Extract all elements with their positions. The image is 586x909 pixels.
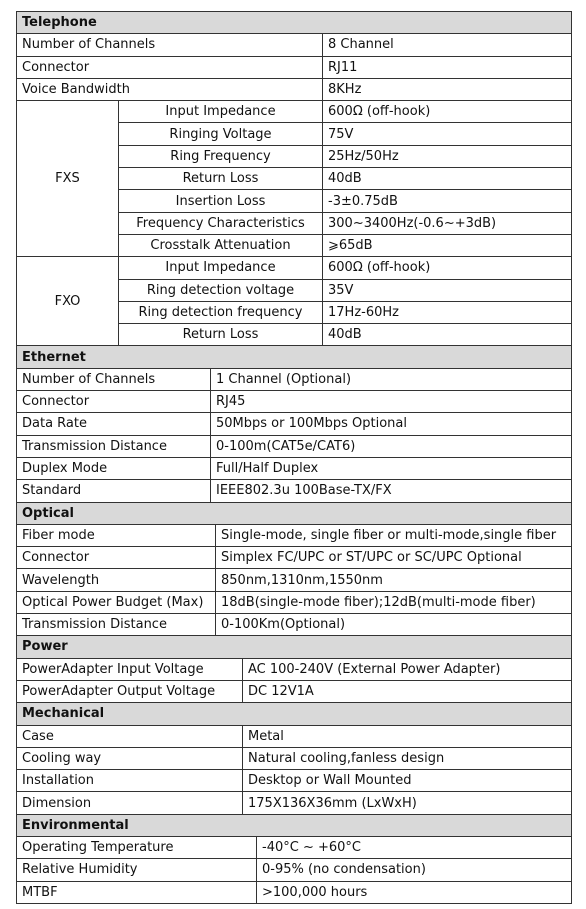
table-row (17, 770, 572, 792)
row-value: 40dB (323, 168, 572, 190)
table-row (17, 391, 572, 413)
row-value: >100,000 hours (257, 881, 572, 903)
row-label: Crosstalk Attenuation (119, 234, 323, 256)
row-label: Number of Channels (17, 368, 211, 390)
row-value: 8KHz (323, 78, 572, 100)
row-value: 1 Channel (Optional) (211, 368, 572, 390)
row-value: Full/Half Duplex (211, 457, 572, 479)
row-label: Connector (17, 547, 216, 569)
table-row (17, 614, 572, 636)
row-label: Ring Frequency (119, 145, 323, 167)
row-label: Voice Bandwidth (17, 78, 323, 100)
row-value: 600Ω (off-hook) (323, 101, 572, 123)
section-telephone (17, 12, 572, 34)
row-label: Ring detection frequency (119, 301, 323, 323)
table-row (17, 413, 572, 435)
section-title: Mechanical (17, 703, 572, 725)
row-value: ⩾65dB (323, 234, 572, 256)
row-value: 300~3400Hz(-0.6~+3dB) (323, 212, 572, 234)
row-value: -3±0.75dB (323, 190, 572, 212)
row-value: 850nm,1310nm,1550nm (216, 569, 572, 591)
row-label: Input Impedance (119, 101, 323, 123)
row-label: Standard (17, 480, 211, 502)
table-row (17, 658, 572, 680)
row-value: 35V (323, 279, 572, 301)
row-label: Operating Temperature (17, 836, 257, 858)
row-label: Ring detection voltage (119, 279, 323, 301)
row-label: Ringing Voltage (119, 123, 323, 145)
section-title: Optical (17, 502, 572, 524)
row-value: 0-100Km(Optional) (216, 614, 572, 636)
row-value: Desktop or Wall Mounted (243, 770, 572, 792)
row-label: Dimension (17, 792, 243, 814)
table-row (17, 747, 572, 769)
row-value: 0-100m(CAT5e/CAT6) (211, 435, 572, 457)
row-value: RJ45 (211, 391, 572, 413)
row-value: -40°C ~ +60°C (257, 836, 572, 858)
row-label: Optical Power Budget (Max) (17, 591, 216, 613)
row-value: 50Mbps or 100Mbps Optional (211, 413, 572, 435)
table-row (17, 680, 572, 702)
row-label: Data Rate (17, 413, 211, 435)
section-ethernet (17, 346, 572, 368)
row-label: Cooling way (17, 747, 243, 769)
row-label: Input Impedance (119, 257, 323, 279)
row-label: Wavelength (17, 569, 216, 591)
section-title: Telephone (17, 12, 572, 34)
row-label: Frequency Characteristics (119, 212, 323, 234)
row-value: DC 12V1A (243, 680, 572, 702)
table-row (17, 34, 572, 56)
section-mechanical (17, 703, 572, 725)
table-row (17, 569, 572, 591)
row-value: 40dB (323, 324, 572, 346)
section-optical (17, 502, 572, 524)
row-value: Single-mode, single fiber or multi-mode,single fiber (216, 524, 572, 546)
row-label: Return Loss (119, 324, 323, 346)
table-row (17, 480, 572, 502)
row-label: Transmission Distance (17, 435, 211, 457)
row-label: Relative Humidity (17, 859, 257, 881)
row-value: 18dB(single-mode fiber);12dB(multi-mode fiber) (216, 591, 572, 613)
row-label: MTBF (17, 881, 257, 903)
row-label: Fiber mode (17, 524, 216, 546)
row-value: Metal (243, 725, 572, 747)
row-label: Return Loss (119, 168, 323, 190)
row-value: 75V (323, 123, 572, 145)
row-value: 17Hz-60Hz (323, 301, 572, 323)
row-label: Number of Channels (17, 34, 323, 56)
table-row (17, 792, 572, 814)
row-value: Simplex FC/UPC or ST/UPC or SC/UPC Optional (216, 547, 572, 569)
table-row (17, 524, 572, 546)
spec-table (16, 11, 572, 904)
row-value: 175X136X36mm (LxWxH) (243, 792, 572, 814)
row-value: AC 100-240V (External Power Adapter) (243, 658, 572, 680)
table-row (17, 859, 572, 881)
table-row (17, 836, 572, 858)
section-environmental (17, 814, 572, 836)
row-label: Connector (17, 391, 211, 413)
row-label: Connector (17, 56, 323, 78)
table-row (17, 435, 572, 457)
row-label: Insertion Loss (119, 190, 323, 212)
row-label: Installation (17, 770, 243, 792)
row-value: 600Ω (off-hook) (323, 257, 572, 279)
table-row (17, 257, 572, 279)
row-value: 0-95% (no condensation) (257, 859, 572, 881)
row-label: Duplex Mode (17, 457, 211, 479)
section-power (17, 636, 572, 658)
fxs-group-label: FXS (17, 101, 119, 257)
row-value: 25Hz/50Hz (323, 145, 572, 167)
row-label: Case (17, 725, 243, 747)
row-label: PowerAdapter Output Voltage (17, 680, 243, 702)
table-row (17, 547, 572, 569)
row-value: 8 Channel (323, 34, 572, 56)
section-title: Power (17, 636, 572, 658)
section-title: Environmental (17, 814, 572, 836)
table-row (17, 725, 572, 747)
row-label: PowerAdapter Input Voltage (17, 658, 243, 680)
table-row (17, 368, 572, 390)
table-row (17, 78, 572, 100)
table-row (17, 457, 572, 479)
fxo-group-label: FXO (17, 257, 119, 346)
row-value: RJ11 (323, 56, 572, 78)
table-row (17, 101, 572, 123)
table-row (17, 881, 572, 903)
table-row (17, 591, 572, 613)
row-value: Natural cooling,fanless design (243, 747, 572, 769)
table-row (17, 56, 572, 78)
row-value: IEEE802.3u 100Base-TX/FX (211, 480, 572, 502)
section-title: Ethernet (17, 346, 572, 368)
row-label: Transmission Distance (17, 614, 216, 636)
